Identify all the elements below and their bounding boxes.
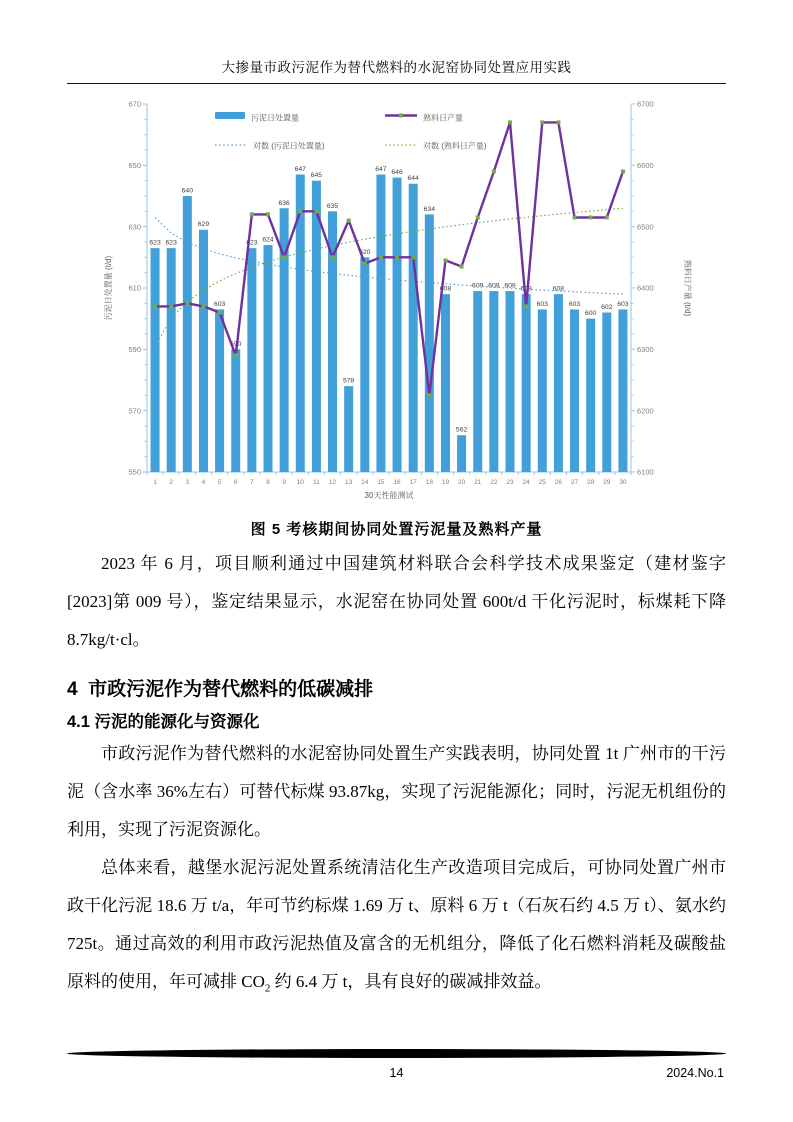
svg-text:644: 644 — [407, 175, 419, 183]
svg-text:19: 19 — [441, 479, 449, 486]
paragraph-energy-resource: 市政污泥作为替代燃料的水泥窑协同处置生产实践表明，协同处置 1t 广州市的干污泥（含水率 36%左右）可替代标煤 93.87kg，实现了污泥能源化；同时，污泥无机组份的利用，实现了污泥资源化。 — [67, 744, 726, 839]
figure-caption: 图 5 考核期间协同处置污泥量及熟料产量 — [250, 521, 543, 538]
paragraph-carbon-reduction — [67, 849, 726, 1007]
svg-text:6100: 6100 — [636, 467, 654, 477]
figure-5 — [67, 92, 726, 510]
svg-text:16: 16 — [392, 479, 401, 486]
svg-text:650: 650 — [127, 160, 141, 170]
svg-text:1: 1 — [152, 479, 157, 486]
svg-text:29: 29 — [602, 479, 610, 486]
svg-text:645: 645 — [310, 172, 322, 180]
svg-text:对数 (污泥日处置量): 对数 (污泥日处置量) — [252, 141, 325, 151]
svg-text:602: 602 — [600, 304, 612, 312]
svg-text:18: 18 — [425, 479, 433, 486]
svg-text:647: 647 — [374, 166, 387, 174]
svg-text:609: 609 — [503, 282, 516, 290]
svg-text:609: 609 — [471, 282, 483, 290]
svg-text:7: 7 — [249, 479, 254, 486]
section-heading-4: 4 市政污泥作为替代燃料的低碳减排 — [67, 679, 374, 700]
svg-text:600: 600 — [584, 310, 596, 318]
svg-text:25: 25 — [538, 479, 546, 486]
paragraph-carbon-pre: 总体来看，越堡水泥污泥处置系统清洁化生产改造项目完成后，可协同处置广州市政干化污泥 18.6 万 t/a，年可节约标煤 1.69 万 t、原料 6 万 t（石灰石约 4.5 万 t）、氨水约 725t。通过高效的利用市政污泥热值及富含的无机组分，降低了化石燃料消耗及碳酸盐原料的使用，年可减排 CO — [67, 858, 726, 991]
footer — [67, 1066, 726, 1088]
svg-text:634: 634 — [423, 205, 435, 213]
svg-text:12: 12 — [328, 479, 336, 486]
issue-label: 2024.No.1 — [666, 1066, 724, 1080]
svg-text:27: 27 — [570, 479, 578, 486]
svg-text:6300: 6300 — [636, 344, 654, 354]
svg-text:2: 2 — [168, 479, 173, 486]
svg-text:562: 562 — [455, 426, 467, 434]
svg-text:5: 5 — [217, 479, 221, 486]
svg-text:11: 11 — [312, 479, 320, 486]
svg-text:23: 23 — [505, 479, 514, 486]
svg-text:670: 670 — [127, 99, 141, 109]
svg-text:624: 624 — [261, 236, 274, 244]
svg-text:623: 623 — [165, 239, 177, 247]
svg-text:24: 24 — [522, 479, 530, 486]
svg-text:26: 26 — [554, 479, 562, 486]
svg-text:熟料日产量: 熟料日产量 — [422, 113, 463, 123]
svg-text:608: 608 — [439, 285, 451, 293]
svg-text:13: 13 — [344, 479, 352, 486]
svg-text:对数 (熟料日产量): 对数 (熟料日产量) — [422, 141, 487, 151]
svg-text:22: 22 — [489, 479, 497, 486]
svg-text:20: 20 — [457, 479, 465, 486]
svg-text:603: 603 — [536, 300, 548, 308]
svg-text:570: 570 — [127, 406, 141, 416]
svg-text:610: 610 — [127, 283, 141, 293]
subsection-heading-4-1: 4.1 污泥的能源化与资源化 — [67, 713, 260, 731]
sludge-clinker-combo-chart — [97, 92, 697, 510]
svg-text:30天性能测试: 30天性能测试 — [364, 491, 413, 500]
svg-text:636: 636 — [277, 199, 290, 207]
svg-text:8: 8 — [265, 479, 270, 486]
svg-text:623: 623 — [245, 239, 258, 247]
svg-text:6500: 6500 — [636, 222, 654, 232]
svg-text:647: 647 — [294, 166, 306, 174]
page-number: 14 — [389, 1066, 404, 1080]
svg-text:17: 17 — [409, 479, 417, 486]
paragraph-carbon-post: 约 6.4 万 t，具有良好的碳减排效益。 — [270, 972, 552, 991]
svg-text:629: 629 — [197, 221, 209, 229]
svg-text:6400: 6400 — [636, 283, 654, 293]
svg-text:578: 578 — [342, 377, 354, 385]
svg-text:6: 6 — [233, 479, 238, 486]
svg-text:6200: 6200 — [636, 406, 654, 416]
co2-subscript: 2 — [264, 982, 271, 995]
svg-text:3: 3 — [185, 479, 189, 486]
svg-text:9: 9 — [281, 479, 286, 486]
svg-text:15: 15 — [376, 479, 385, 486]
svg-text:4: 4 — [201, 479, 205, 486]
svg-text:608: 608 — [552, 285, 564, 293]
svg-text:640: 640 — [181, 187, 193, 195]
svg-text:646: 646 — [390, 169, 403, 177]
svg-text:污泥日处置量: 污泥日处置量 — [250, 113, 299, 123]
svg-text:6700: 6700 — [636, 99, 654, 109]
svg-text:30: 30 — [618, 479, 627, 486]
svg-text:污泥日处置量 (t/d): 污泥日处置量 (t/d) — [103, 255, 113, 321]
svg-text:608: 608 — [519, 285, 532, 293]
svg-text:14: 14 — [360, 479, 368, 486]
paragraph-appraisal: 2023 年 6 月，项目顺利通过中国建筑材料联合会科学技术成果鉴定（建材鉴字[2023]第 009 号），鉴定结果显示，水泥窑在协同处置 600t/d 干化污泥时，标煤耗下降 8.7kg/t·cl。 — [67, 554, 726, 649]
running-header-title: 大掺量市政污泥作为替代燃料的水泥窑协同处置应用实践 — [67, 56, 726, 84]
svg-text:590: 590 — [229, 340, 241, 348]
svg-text:10: 10 — [296, 479, 304, 486]
svg-text:21: 21 — [473, 479, 481, 486]
svg-text:603: 603 — [213, 300, 225, 308]
svg-text:630: 630 — [127, 222, 141, 232]
svg-text:635: 635 — [326, 202, 338, 210]
svg-text:28: 28 — [586, 479, 594, 486]
svg-text:623: 623 — [148, 239, 161, 247]
svg-text:熟料日产量 (t/d): 熟料日产量 (t/d) — [682, 259, 692, 317]
svg-text:590: 590 — [127, 344, 141, 354]
svg-text:620: 620 — [358, 248, 370, 256]
svg-text:609: 609 — [487, 282, 500, 290]
svg-text:6600: 6600 — [636, 160, 654, 170]
footer-rule-bar — [67, 1049, 726, 1058]
svg-text:603: 603 — [616, 300, 629, 308]
svg-text:603: 603 — [568, 300, 580, 308]
svg-text:550: 550 — [127, 467, 141, 477]
